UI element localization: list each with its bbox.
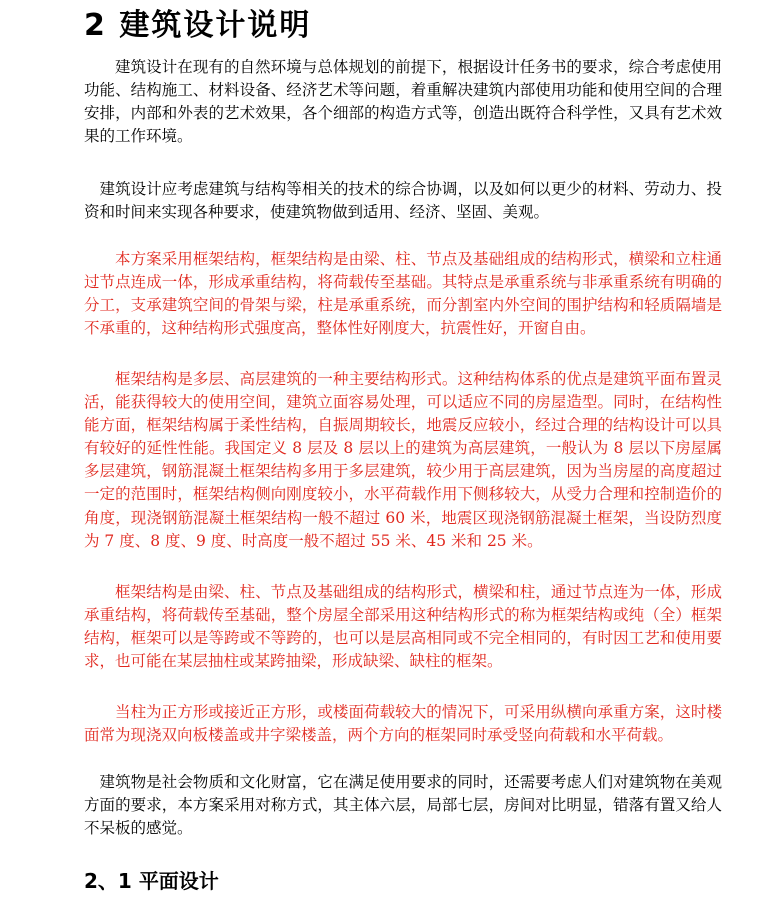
paragraph-frame-structure-advantages: 框架结构是多层、高层建筑的一种主要结构形式。这种结构体系的优点是建筑平面布置灵活，能获得较大的使用空间，建筑立面容易处理，可以适应不同的房屋造型。同时，在结构性能方面，框架结构属于柔性结构，自振周期较长，地震反应较小，经过合理的结构设计可以具有较好的延性性能。我国定义 8 层及 8 层以上的建筑为高层建筑，一般认为 8 层以下房屋属多层建筑，钢筋混凝土框架结构多用于多层建筑，较少用于高层建筑，因为当房屋的高度超过一定的范围时，框架结构侧向刚度较小，水平荷载作用下侧移较大，从受力合理和控制造价的角度，现浇钢筋混凝土框架结构一般不超过 60 米，地震区现浇钢筋混凝土框架，当设防烈度为 7 度、8 度、9 度、时高度一般不超过 55 米、45 米和 25 米。 xyxy=(84,370,722,550)
subsection-title: 平面设计 xyxy=(138,869,219,893)
paragraph-design-coordination: 建筑设计应考虑建筑与结构等相关的技术的综合协调，以及如何以更少的材料、劳动力、投资和时间来实现各种要求，使建筑物做到适用、经济、坚固、美观。 xyxy=(84,180,722,222)
paragraph-frame-structure-definition: 框架结构是由梁、柱、节点及基础组成的结构形式，横梁和柱，通过节点连为一体，形成承重结构，将荷载传至基础，整个房屋全部采用这种结构形式的称为框架结构或纯（全）框架结构，框架可以是等跨或不等跨的，也可以是层高相同或不完全相同的，有时因工艺和使用要求，也可能在某层抽柱或某跨抽梁，形成缺梁、缺柱的框架。 xyxy=(84,583,722,671)
section-heading xyxy=(84,6,311,46)
section-title: 建筑设计说明 xyxy=(119,8,312,43)
paragraph-frame-structure-scheme: 本方案采用框架结构，框架结构是由梁、柱、节点及基础组成的结构形式，横梁和立柱通过节点连成一体，形成承重结构，将荷载传至基础。其特点是承重系统与非承重系统有明确的分工，支承建筑空间的骨架与梁，柱是承重系统，而分割室内外空间的围护结构和轻质隔墙是不承重的，这种结构形式强度高，整体性好刚度大，抗震性好，开窗自由。 xyxy=(84,250,722,338)
subsection-heading xyxy=(84,868,219,894)
paragraph-design-intro: 建筑设计在现有的自然环境与总体规划的前提下，根据设计任务书的要求，综合考虑使用功能、结构施工、材料设备、经济艺术等问题，着重解决建筑内部使用功能和使用空间的合理安排，内部和外表的艺术效果，各个细部的构造方式等，创造出既符合科学性，又具有艺术效果的工作环境。 xyxy=(84,58,722,146)
section-number: 2 xyxy=(84,8,107,43)
paragraph-bidirectional-bearing: 当柱为正方形或接近正方形，或楼面荷载较大的情况下，可采用纵横向承重方案，这时楼面常为现浇双向板楼盖或井字梁楼盖，两个方向的框架同时承受竖向荷载和水平荷载。 xyxy=(84,703,722,745)
paragraph-aesthetics: 建筑物是社会物质和文化财富，它在满足使用要求的同时，还需要考虑人们对建筑物在美观方面的要求，本方案采用对称方式，其主体六层，局部七层，房间对比明显，错落有置又给人不呆板的感觉。 xyxy=(84,773,722,838)
subsection-number: 2、1 xyxy=(84,869,132,893)
